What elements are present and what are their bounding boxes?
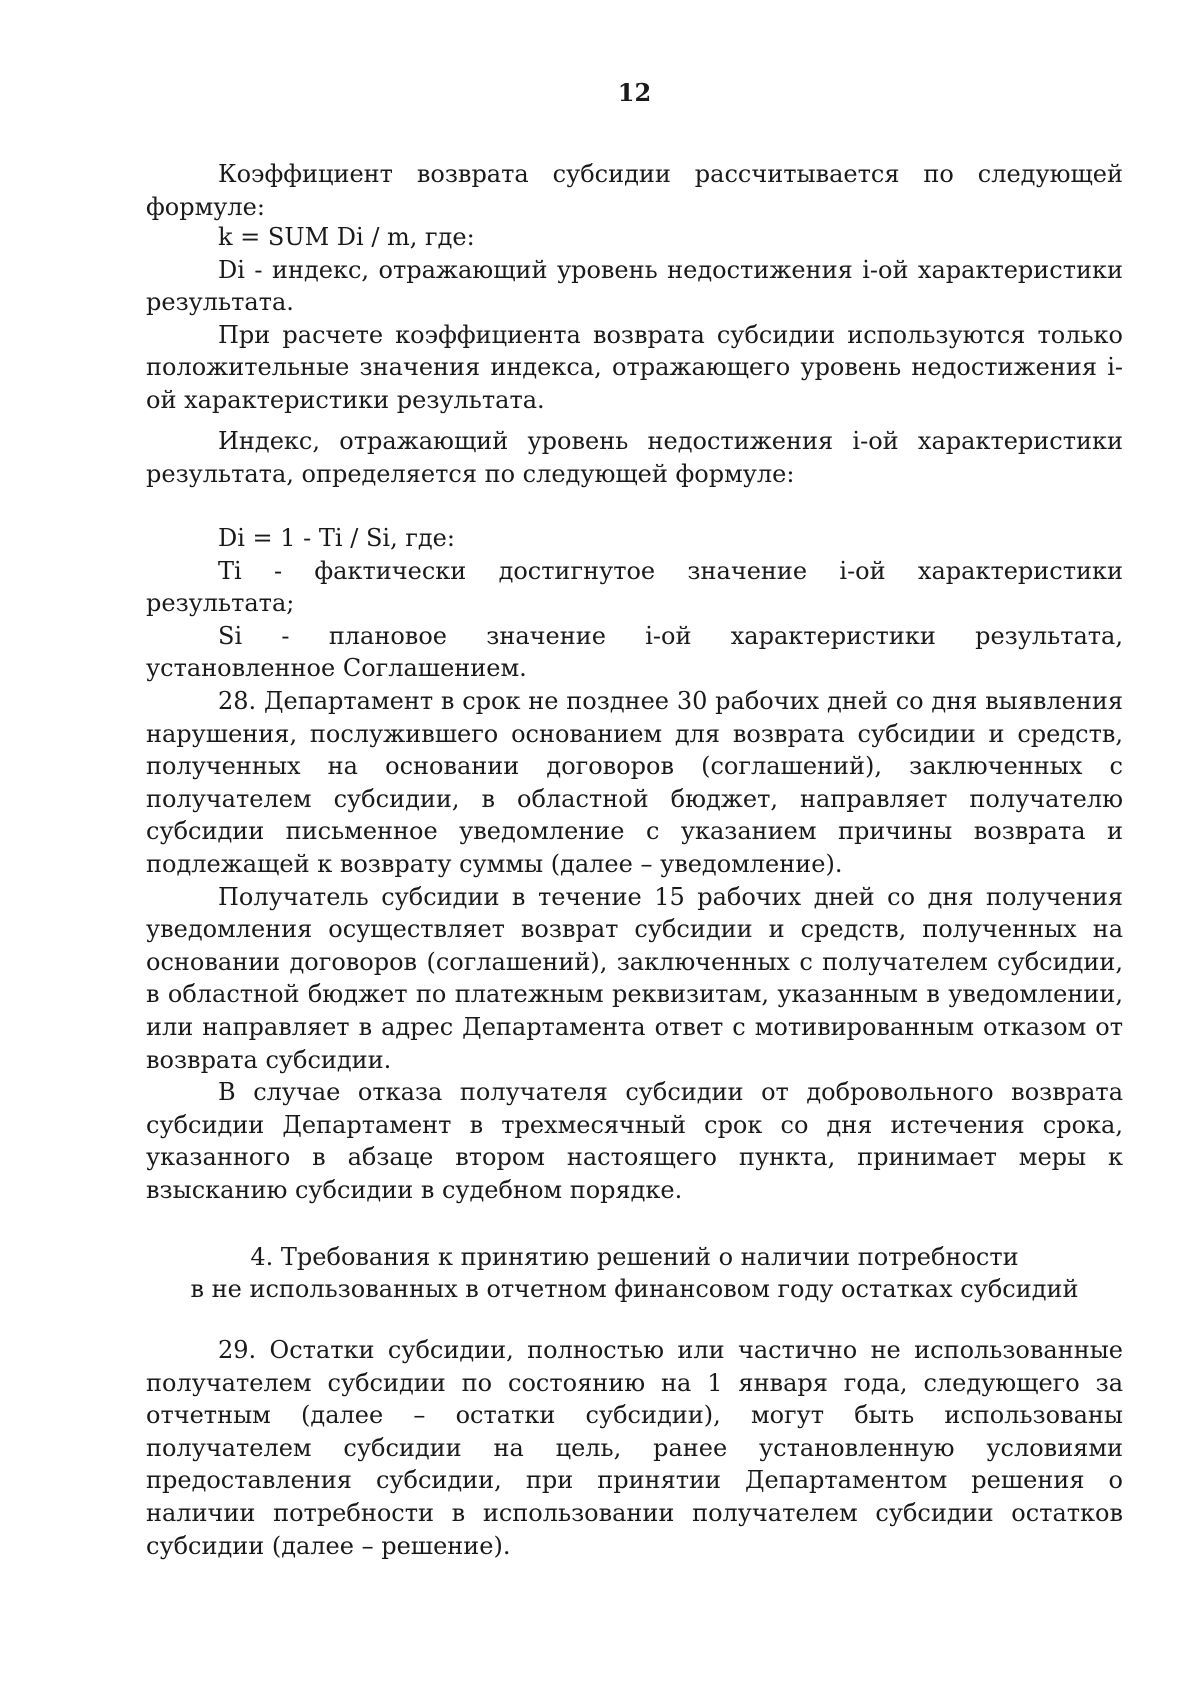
section-heading-line-1: 4. Требования к принятию решений о наличии потребности xyxy=(250,1243,1019,1271)
paragraph-recipient-return: Получатель субсидии в течение 15 рабочих дней со дня получения уведомления осуществляет возврат субсидии и средств, полученных на основании договоров (соглашений), заключенных с получателем субсидии, в областной бюджет по платежным реквизитам, указанным в уведомлении, или направляет в адрес Департамента ответ с мотивированным отказом от возврата субсидии. xyxy=(146,882,1123,1074)
section-heading-line-2: в не использованных в отчетном финансовом году остатках субсидий xyxy=(190,1275,1079,1303)
return-coefficient-block xyxy=(146,158,1123,223)
paragraph-di-definition: Di - индекс, отражающий уровень недостижения i-ой характеристики результата. xyxy=(146,255,1123,317)
paragraph-formula-di: Di = 1 - Ti / Si, где: xyxy=(218,524,455,552)
paragraph-index-intro: Индекс, отражающий уровень недостижения i-ой характеристики результата, определяется по следующей формуле: xyxy=(146,427,1123,488)
item-29-block xyxy=(146,1334,1123,1562)
paragraph-item-29: 29. Остатки субсидии, полностью или частично не использованные получателем субсидии по состоянию на 1 января года, следующего за отчетным (далее – остатки субсидии), могут быть использованы получателем субсидии на цель, ранее установленную условиями предоставления субсидии, при принятии Департаментом решения о наличии потребности в использовании получателем субсидии остатков субсидии (далее – решение). xyxy=(146,1336,1123,1560)
formula-di-block xyxy=(146,522,1123,1206)
paragraph-ti-definition: Ti - фактически достигнутое значение i-ой характеристики результата; xyxy=(146,556,1123,618)
page-number: 12 xyxy=(617,78,652,107)
paragraph-si-definition: Si - плановое значение i-ой характеристики результата, установленное Соглашением. xyxy=(146,621,1123,683)
paragraph-positive-values: При расчете коэффициента возврата субсидии используются только положительные значения индекса, отражающего уровень недостижения i-ой характеристики результата. xyxy=(146,320,1123,414)
paragraph-item-28: 28. Департамент в срок не позднее 30 рабочих дней со дня выявления нарушения, послужившего основанием для возврата субсидии и средств, полученных на основании договоров (соглашений), заключенных с получателем субсидии, в областной бюджет, направляет получателю субсидии письменное уведомление с указанием причины возврата и подлежащей к возврату суммы (далее – уведомление). xyxy=(146,686,1123,878)
formula-k-block xyxy=(146,221,1123,417)
paragraph-refusal-case: В случае отказа получателя субсидии от добровольного возврата субсидии Департамент в трехмесячный срок со дня истечения срока, указанного в абзаце втором настоящего пункта, принимает меры к взысканию субсидии в судебном порядке. xyxy=(146,1078,1123,1204)
paragraph-coefficient-intro: Коэффициент возврата субсидии рассчитывается по следующей формуле: xyxy=(146,160,1123,221)
document-page xyxy=(146,0,1123,1698)
index-definition-block xyxy=(146,425,1123,490)
paragraph-formula-k: k = SUM Di / m, где: xyxy=(218,223,475,251)
